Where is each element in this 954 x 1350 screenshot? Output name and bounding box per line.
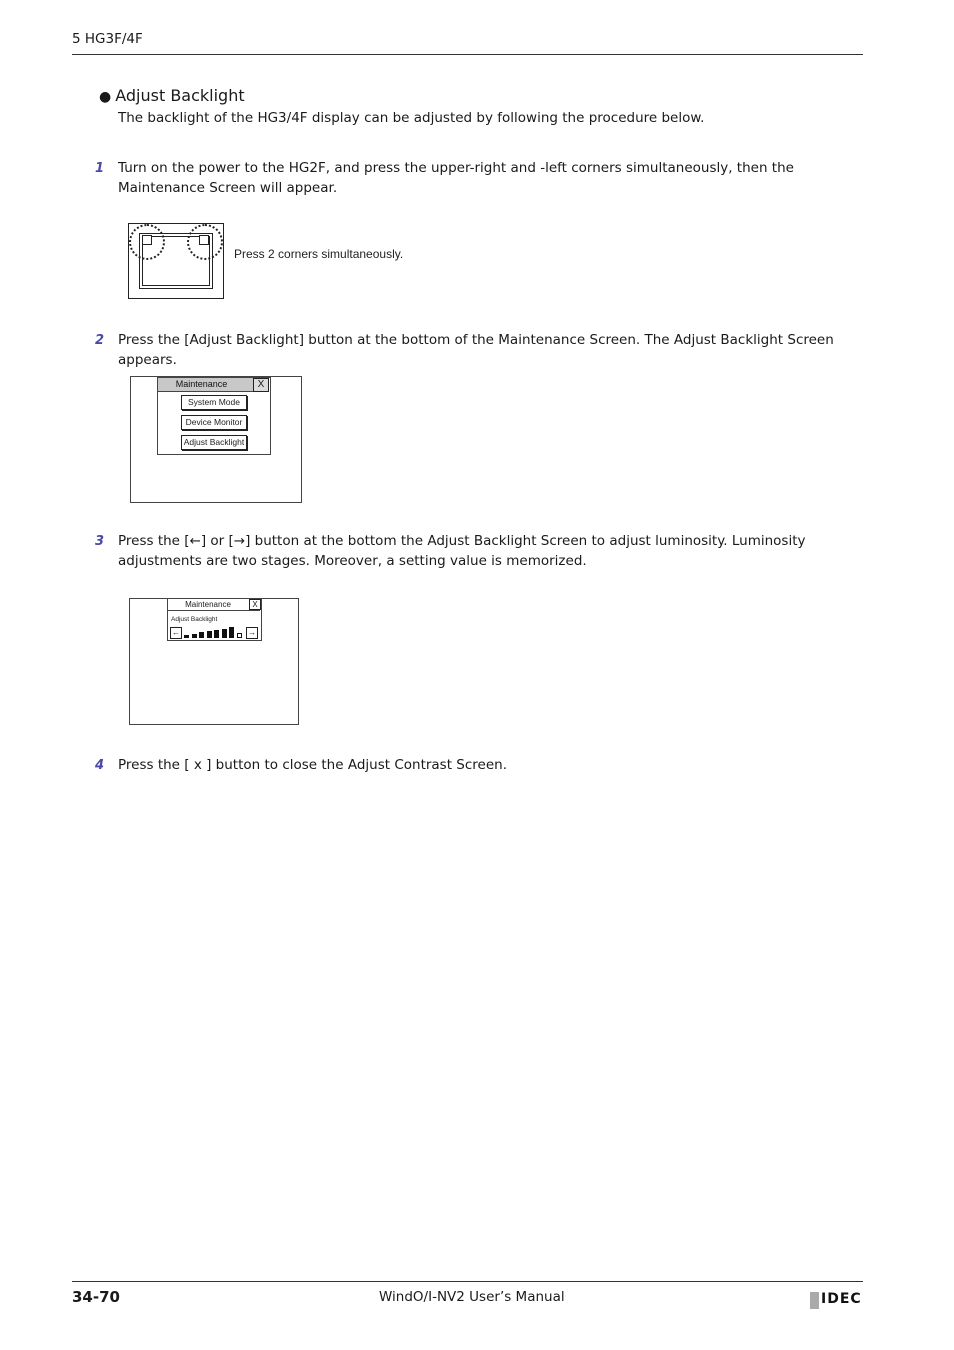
device-monitor-button[interactable]: Device Monitor	[181, 415, 247, 430]
level-bar	[207, 631, 212, 638]
adjust-backlight-label: Adjust Backlight	[171, 616, 218, 623]
idec-logo	[810, 1292, 864, 1309]
increase-arrow-button[interactable]: →	[248, 628, 256, 637]
level-bar	[229, 627, 234, 638]
step-text: Turn on the power to the HG2F, and press the upper-right and -left corners simultaneously, then the Maintenance Screen will appear.	[118, 160, 794, 196]
level-bar	[184, 635, 189, 638]
step-text: Press the [←] or [→] button at the bottom the Adjust Backlight Screen to adjust luminosity. Luminosity adjustments are two stages. Moreover, a setting value is memorized.	[118, 533, 806, 569]
step-text: Press the [ x ] button to close the Adjust Contrast Screen.	[118, 757, 508, 773]
step-number: 2	[95, 333, 105, 348]
close-button[interactable]: X	[249, 599, 261, 610]
dialog-title-text: Maintenance	[175, 379, 228, 389]
decrease-arrow-button[interactable]: ←	[172, 628, 180, 637]
corner-marker-right-icon	[199, 235, 209, 245]
dialog-title-text: Maintenance	[185, 600, 231, 609]
header-rule	[72, 54, 863, 55]
logo-mark-icon	[810, 1292, 819, 1309]
corner-marker-left-icon	[142, 235, 152, 245]
figure-caption: Press 2 corners simultaneously.	[234, 247, 404, 261]
adjust-backlight-button[interactable]: Adjust Backlight	[181, 435, 247, 450]
level-bar	[214, 630, 219, 638]
step-number: 3	[95, 534, 105, 549]
bullet-icon: ●	[99, 89, 112, 105]
section-intro: The backlight of the HG3/4F display can be adjusted by following the procedure below.	[118, 110, 705, 126]
level-bar	[237, 633, 242, 638]
page-number: 34-70	[72, 1288, 120, 1306]
logo-text: IDEC	[821, 1291, 862, 1307]
manual-title: WindO/I-NV2 User’s Manual	[379, 1289, 565, 1305]
running-header: 5 HG3F/4F	[72, 31, 143, 47]
section-title	[99, 86, 245, 105]
step-number: 4	[95, 758, 105, 773]
system-mode-button[interactable]: System Mode	[181, 395, 247, 410]
backlight-level-meter	[184, 626, 244, 638]
footer-rule	[72, 1281, 863, 1282]
step-number: 1	[95, 161, 105, 176]
level-bar	[192, 634, 197, 638]
step-text: Press the [Adjust Backlight] button at the bottom of the Maintenance Screen. The Adjust Backlight Screen appears.	[118, 332, 834, 368]
level-bar	[199, 632, 204, 638]
close-button[interactable]: X	[253, 378, 269, 392]
dialog-title-rule	[168, 610, 260, 611]
section-title-text: Adjust Backlight	[115, 86, 245, 105]
level-bar	[222, 629, 227, 639]
